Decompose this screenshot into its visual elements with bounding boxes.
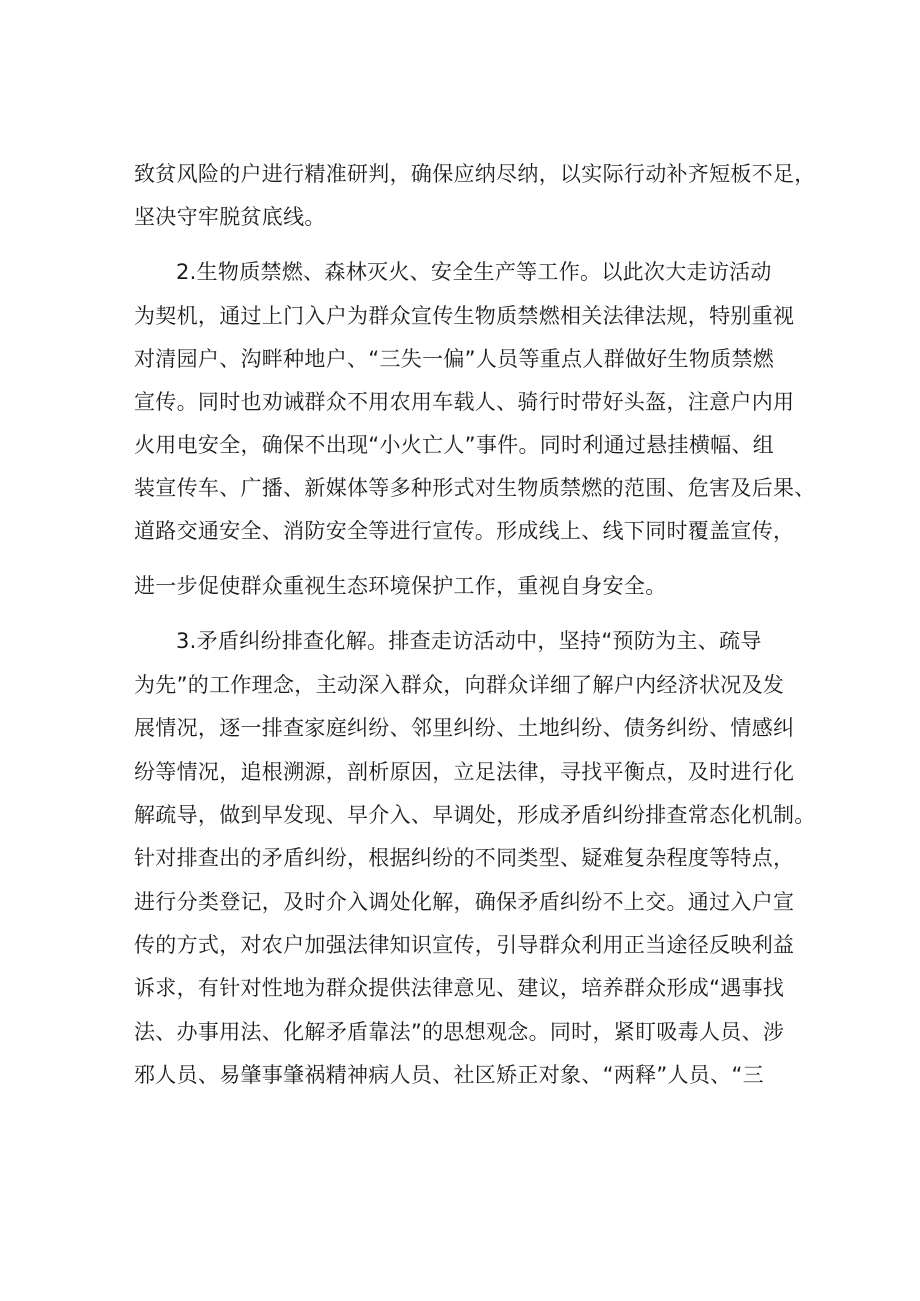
text-line: 邪人员、易肇事肇祸精神病人员、社区矫正对象、“两释”人员、“三 (134, 1063, 764, 1087)
text-line: 传的方式，对农户加强法律知识宣传，引导群众利用正当途径反映利益 (134, 933, 795, 957)
paragraph-heading-3: 3.矛盾纠纷排查化解。排查走访活动中，坚持“预防为主、疏导 (176, 629, 762, 653)
text-line: 装宣传车、广播、新媒体等多种形式对生物质禁燃的范围、危害及后果、 (134, 476, 816, 500)
text-line: 进一步促使群众重视生态环境保护工作，重视自身安全。 (134, 574, 667, 598)
text-line: 纷等情况，追根溯源，剖析原因，立足法律，寻找平衡点，及时进行化 (134, 760, 795, 784)
text-line: 火用电安全，确保不出现“小火亡人”事件。同时利通过悬挂横幅、组 (134, 433, 775, 457)
text-line: 宣传。同时也劝诫群众不用农用车载人、骑行时带好头盔，注意户内用 (134, 390, 795, 414)
text-line: 道路交通安全、消防安全等进行宣传。形成线上、线下同时覆盖宣传， (134, 519, 795, 543)
text-line: 展情况，逐一排查家庭纠纷、邻里纠纷、土地纠纷、债务纠纷、情感纠 (134, 716, 795, 740)
text-line: 致贫风险的户进行精准研判，确保应纳尽纳，以实际行动补齐短板不足， (134, 162, 816, 186)
text-line: 进行分类登记，及时介入调处化解，确保矛盾纠纷不上交。通过入户宣 (134, 890, 795, 914)
text-line: 对清园户、沟畔种地户、“三失一偏”人员等重点人群做好生物质禁燃 (134, 347, 775, 371)
paragraph-heading-2: 2.生物质禁燃、森林灭火、安全生产等工作。以此次大走访活动 (176, 260, 772, 284)
text-line: 针对排查出的矛盾纠纷，根据纠纷的不同类型、疑难复杂程度等特点， (134, 846, 795, 870)
text-line: 诉求，有针对性地为群众提供法律意见、建议，培养群众形成“遇事找 (134, 976, 785, 1000)
text-line: 坚决守牢脱贫底线。 (134, 205, 326, 229)
text-line: 为契机，通过上门入户为群众宣传生物质禁燃相关法律法规，特别重视 (134, 304, 795, 328)
text-line: 解疏导，做到早发现、早介入、早调处，形成矛盾纠纷排查常态化机制。 (134, 803, 816, 827)
text-line: 为先”的工作理念，主动深入群众，向群众详细了解户内经济状况及发 (134, 673, 785, 697)
text-line: 法、办事用法、化解矛盾靠法”的思想观念。同时，紧盯吸毒人员、涉 (134, 1020, 785, 1044)
